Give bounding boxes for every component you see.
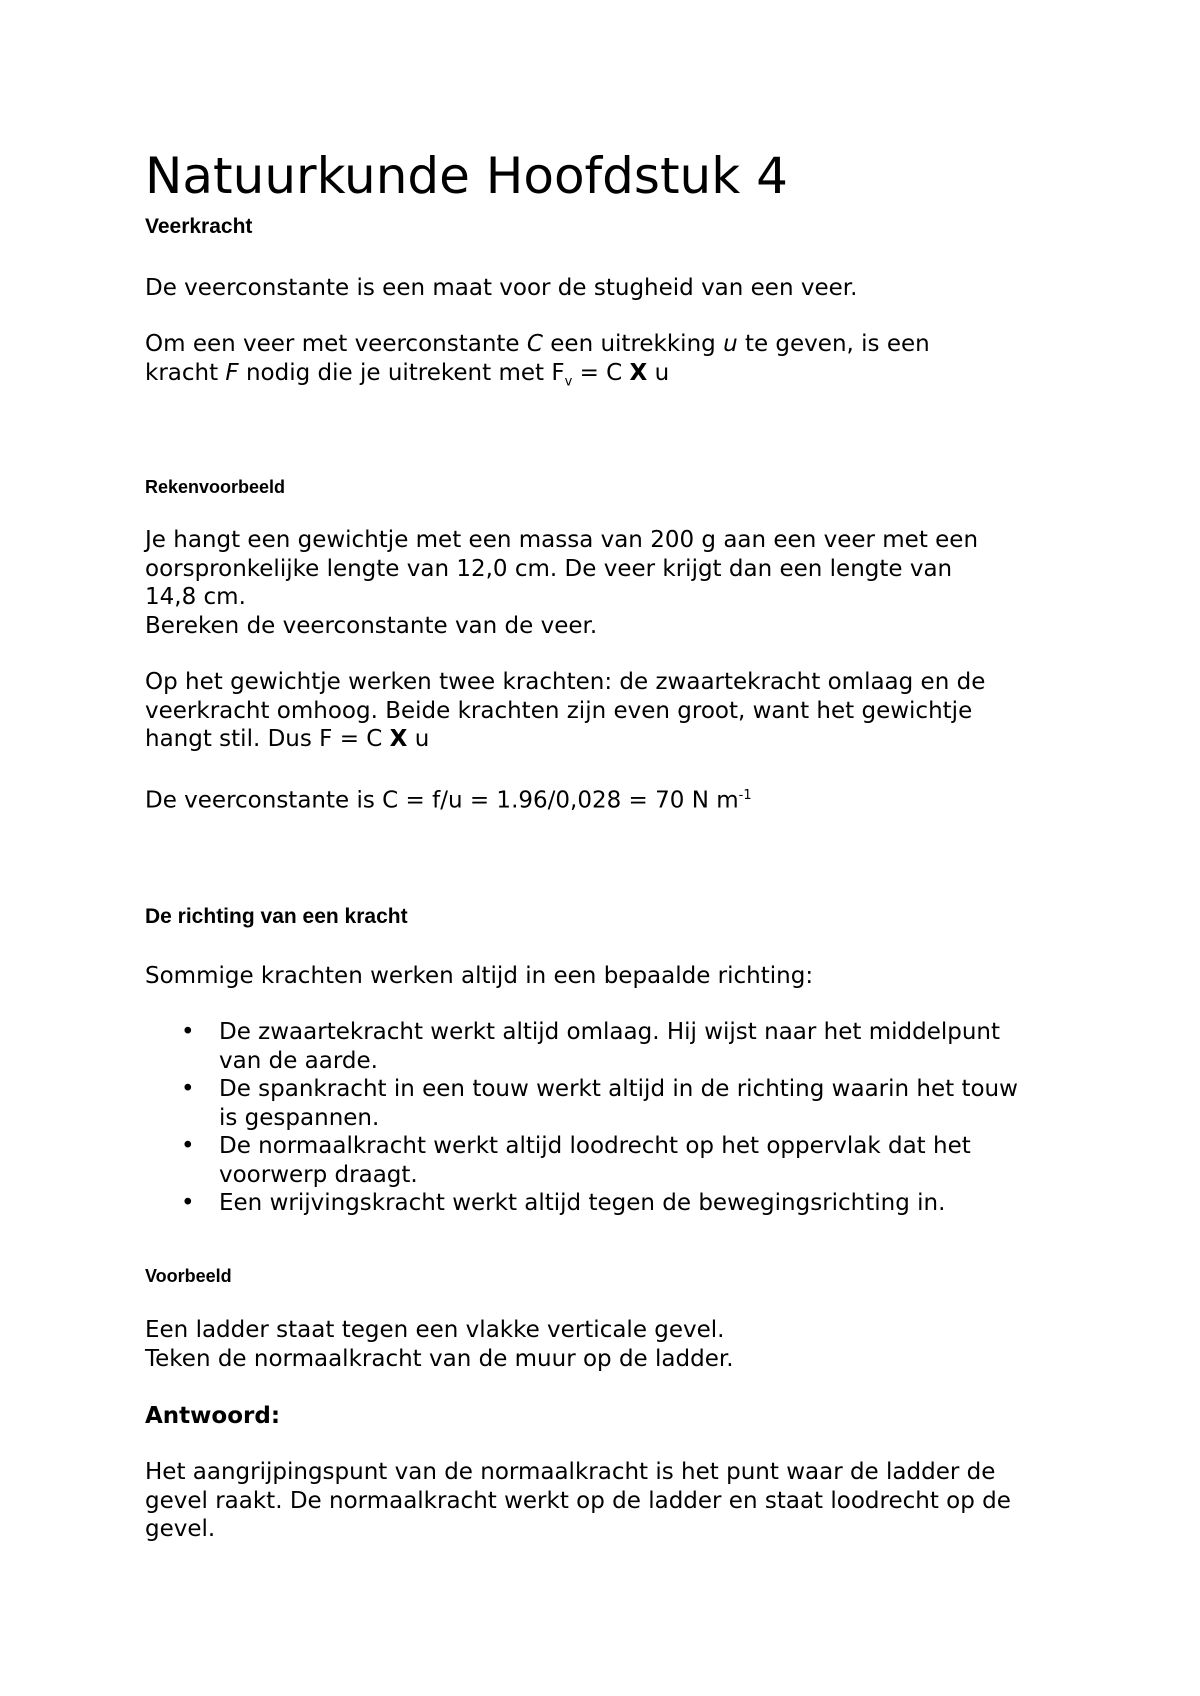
paragraph-veerconstante: De veerconstante is een maat voor de stugheid van een veer. [145,275,858,301]
paragraph-formula [145,330,1075,397]
formula-line-1: Om een veer met veerconstante C een uitrekking u te geven, is een [145,331,930,357]
list-item: • De spankracht in een touw werkt altijd in de richting waarin het touw is gespannen. [181,1076,1018,1131]
text-line: Je hangt een gewichtje met een massa van 200 g aan een veer met een [145,527,979,553]
text-line: Het aangrijpingspunt van de normaalkracht is het punt waar de ladder de [145,1459,996,1485]
text-line: Op het gewichtje werken twee krachten: de zwaartekracht omlaag en de [145,669,986,695]
paragraph-richting-intro: Sommige krachten werken altijd in een bepaalde richting: [145,963,814,989]
text-line: gevel. [145,1516,216,1542]
list-item: • De normaalkracht werkt altijd loodrecht op het oppervlak dat het voorwerp draagt. [181,1133,971,1188]
paragraph-answer [145,1458,1075,1544]
text-line: hangt stil. Dus F = C X u [145,726,430,752]
formula-line-2: kracht F nodig die je uitrekent met $F_v = C$ X u [145,359,670,390]
text-line: veerkracht omhoog. Beide krachten zijn even groot, want het gewichtje [145,697,973,724]
paragraph-result: De veerconstante is C = f/u = 1.96/0,028 = 70 N $m^{-1}$ [145,787,752,814]
text-line: gevel raakt. De normaalkracht werkt op de ladder en staat loodrecht op de [145,1487,1011,1514]
text-line: Een ladder staat tegen een vlakke verticale gevel. [145,1317,725,1343]
bullet-icon: • [181,1190,195,1216]
paragraph-example-problem [145,526,1075,640]
text-line: Bereken de veerconstante van de veer. [145,612,598,639]
heading-veerkracht: Veerkracht [145,215,253,238]
page-title: Natuurkunde Hoofdstuk 4 [145,147,788,205]
list-item: • De zwaartekracht werkt altijd omlaag. Hij wijst naar het middelpunt van de aarde. [181,1019,1001,1074]
text-line: 14,8 cm. [145,584,246,610]
bullet-icon: • [181,1019,195,1045]
heading-voorbeeld: Voorbeeld [145,1266,232,1286]
text-line: oorspronkelijke lengte van 12,0 cm. De veer krijgt dan een lengte van [145,555,953,582]
heading-richting: De richting van een kracht [145,905,408,928]
heading-rekenvoorbeeld: Rekenvoorbeeld [145,477,286,497]
paragraph-example-explanation [145,668,1075,754]
bullet-list [145,1018,1075,1218]
bullet-icon: • [181,1133,195,1159]
bullet-icon: • [181,1076,195,1102]
list-item: • Een wrijvingskracht werkt altijd tegen de bewegingsrichting in. [181,1190,946,1216]
text-line: Teken de normaalkracht van de muur op de ladder. [145,1345,734,1372]
paragraph-ladder [145,1316,1075,1373]
answer-label: Antwoord: [145,1403,281,1429]
